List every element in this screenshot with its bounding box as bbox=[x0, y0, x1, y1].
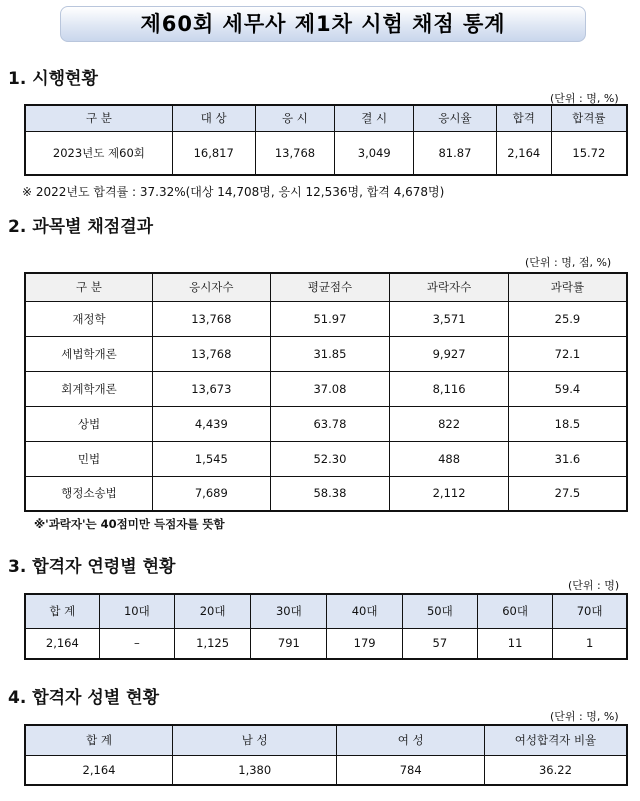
table-cell: 37.08 bbox=[270, 371, 390, 406]
section-1-unit: (단위 : 명, %) bbox=[550, 92, 619, 105]
table-cell: 11 bbox=[477, 628, 552, 659]
section-2-header-row bbox=[25, 273, 627, 301]
table-cell: 31.85 bbox=[270, 336, 390, 371]
table-cell: 1 bbox=[553, 628, 627, 659]
table-cell: 13,768 bbox=[152, 336, 270, 371]
table-row bbox=[25, 301, 627, 336]
table-cell: 51.97 bbox=[270, 301, 390, 336]
header-cell: 평균점수 bbox=[270, 273, 390, 301]
header-cell: 70대 bbox=[553, 594, 627, 628]
section-3-header-row bbox=[25, 594, 627, 628]
section-4-heading: 4. 합격자 성별 현황 bbox=[8, 688, 159, 708]
table-cell: 1,125 bbox=[174, 628, 250, 659]
table-cell: 31.6 bbox=[508, 441, 627, 476]
table-cell: 179 bbox=[327, 628, 402, 659]
table-cell: 27.5 bbox=[508, 476, 627, 511]
header-cell: 응시율 bbox=[414, 105, 497, 131]
section-3-table bbox=[24, 593, 628, 660]
section-2-table bbox=[24, 272, 628, 512]
table-cell: 488 bbox=[390, 441, 509, 476]
table-row bbox=[25, 628, 627, 659]
table-cell: 2,164 bbox=[25, 628, 99, 659]
table-cell: 2,164 bbox=[25, 755, 173, 785]
table-cell: – bbox=[99, 628, 174, 659]
section-3-heading: 3. 합격자 연령별 현황 bbox=[8, 557, 176, 577]
header-cell: 60대 bbox=[477, 594, 552, 628]
header-cell: 과락률 bbox=[508, 273, 627, 301]
table-cell: 63.78 bbox=[270, 406, 390, 441]
table-cell: 784 bbox=[337, 755, 484, 785]
table-cell: 8,116 bbox=[390, 371, 509, 406]
table-row bbox=[25, 441, 627, 476]
table-cell: 2023년도 제60회 bbox=[25, 131, 172, 175]
table-cell: 72.1 bbox=[508, 336, 627, 371]
table-cell: 2,164 bbox=[496, 131, 551, 175]
table-row bbox=[25, 131, 627, 175]
header-cell: 응 시 bbox=[255, 105, 335, 131]
table-cell: 15.72 bbox=[551, 131, 627, 175]
header-cell: 결 시 bbox=[335, 105, 414, 131]
table-row bbox=[25, 406, 627, 441]
section-2-heading: 2. 과목별 채점결과 bbox=[8, 217, 154, 237]
header-cell: 과락자수 bbox=[390, 273, 509, 301]
table-row bbox=[25, 755, 627, 785]
table-cell: 9,927 bbox=[390, 336, 509, 371]
header-cell: 구 분 bbox=[25, 273, 152, 301]
table-cell: 13,768 bbox=[152, 301, 270, 336]
header-cell: 합격률 bbox=[551, 105, 627, 131]
section-2-unit: (단위 : 명, 점, %) bbox=[525, 256, 612, 269]
table-cell: 25.9 bbox=[508, 301, 627, 336]
table-cell: 81.87 bbox=[414, 131, 497, 175]
header-cell: 응시자수 bbox=[152, 273, 270, 301]
table-cell: 2,112 bbox=[390, 476, 509, 511]
section-2-note: ※'과락자'는 40점미만 득점자를 뜻함 bbox=[34, 517, 225, 531]
table-cell: 행정소송법 bbox=[25, 476, 152, 511]
table-row bbox=[25, 336, 627, 371]
table-cell: 민법 bbox=[25, 441, 152, 476]
header-cell: 합격 bbox=[496, 105, 551, 131]
section-4-header-row bbox=[25, 725, 627, 755]
table-cell: 57 bbox=[402, 628, 477, 659]
header-cell: 10대 bbox=[99, 594, 174, 628]
section-1-header-row bbox=[25, 105, 627, 131]
table-cell: 3,571 bbox=[390, 301, 509, 336]
header-cell: 합 계 bbox=[25, 594, 99, 628]
section-3-unit: (단위 : 명) bbox=[568, 579, 620, 592]
table-cell: 재정학 bbox=[25, 301, 152, 336]
section-1-note: ※ 2022년도 합격률 : 37.32%(대상 14,708명, 응시 12,536명, 합격 4,678명) bbox=[22, 185, 445, 199]
header-cell: 여성합격자 비율 bbox=[484, 725, 627, 755]
header-cell: 20대 bbox=[174, 594, 250, 628]
table-cell: 3,049 bbox=[335, 131, 414, 175]
table-cell: 791 bbox=[251, 628, 327, 659]
table-row bbox=[25, 371, 627, 406]
table-row bbox=[25, 476, 627, 511]
header-cell: 남 성 bbox=[173, 725, 337, 755]
section-1-heading: 1. 시행현황 bbox=[8, 69, 98, 89]
page-title: 제60회 세무사 제1차 시험 채점 통계 bbox=[60, 6, 586, 42]
table-cell: 13,768 bbox=[255, 131, 335, 175]
header-cell: 대 상 bbox=[172, 105, 255, 131]
table-cell: 회계학개론 bbox=[25, 371, 152, 406]
table-cell: 59.4 bbox=[508, 371, 627, 406]
header-cell: 여 성 bbox=[337, 725, 484, 755]
table-cell: 822 bbox=[390, 406, 509, 441]
table-cell: 52.30 bbox=[270, 441, 390, 476]
table-cell: 36.22 bbox=[484, 755, 627, 785]
table-cell: 7,689 bbox=[152, 476, 270, 511]
table-cell: 13,673 bbox=[152, 371, 270, 406]
table-cell: 58.38 bbox=[270, 476, 390, 511]
table-cell: 18.5 bbox=[508, 406, 627, 441]
table-cell: 1,380 bbox=[173, 755, 337, 785]
header-cell: 40대 bbox=[327, 594, 402, 628]
table-cell: 상법 bbox=[25, 406, 152, 441]
header-cell: 구 분 bbox=[25, 105, 172, 131]
header-cell: 50대 bbox=[402, 594, 477, 628]
header-cell: 30대 bbox=[251, 594, 327, 628]
section-4-unit: (단위 : 명, %) bbox=[550, 710, 619, 723]
header-cell: 합 계 bbox=[25, 725, 173, 755]
table-cell: 4,439 bbox=[152, 406, 270, 441]
table-cell: 세법학개론 bbox=[25, 336, 152, 371]
table-cell: 16,817 bbox=[172, 131, 255, 175]
section-1-table bbox=[24, 104, 628, 176]
section-4-table bbox=[24, 724, 628, 786]
table-cell: 1,545 bbox=[152, 441, 270, 476]
